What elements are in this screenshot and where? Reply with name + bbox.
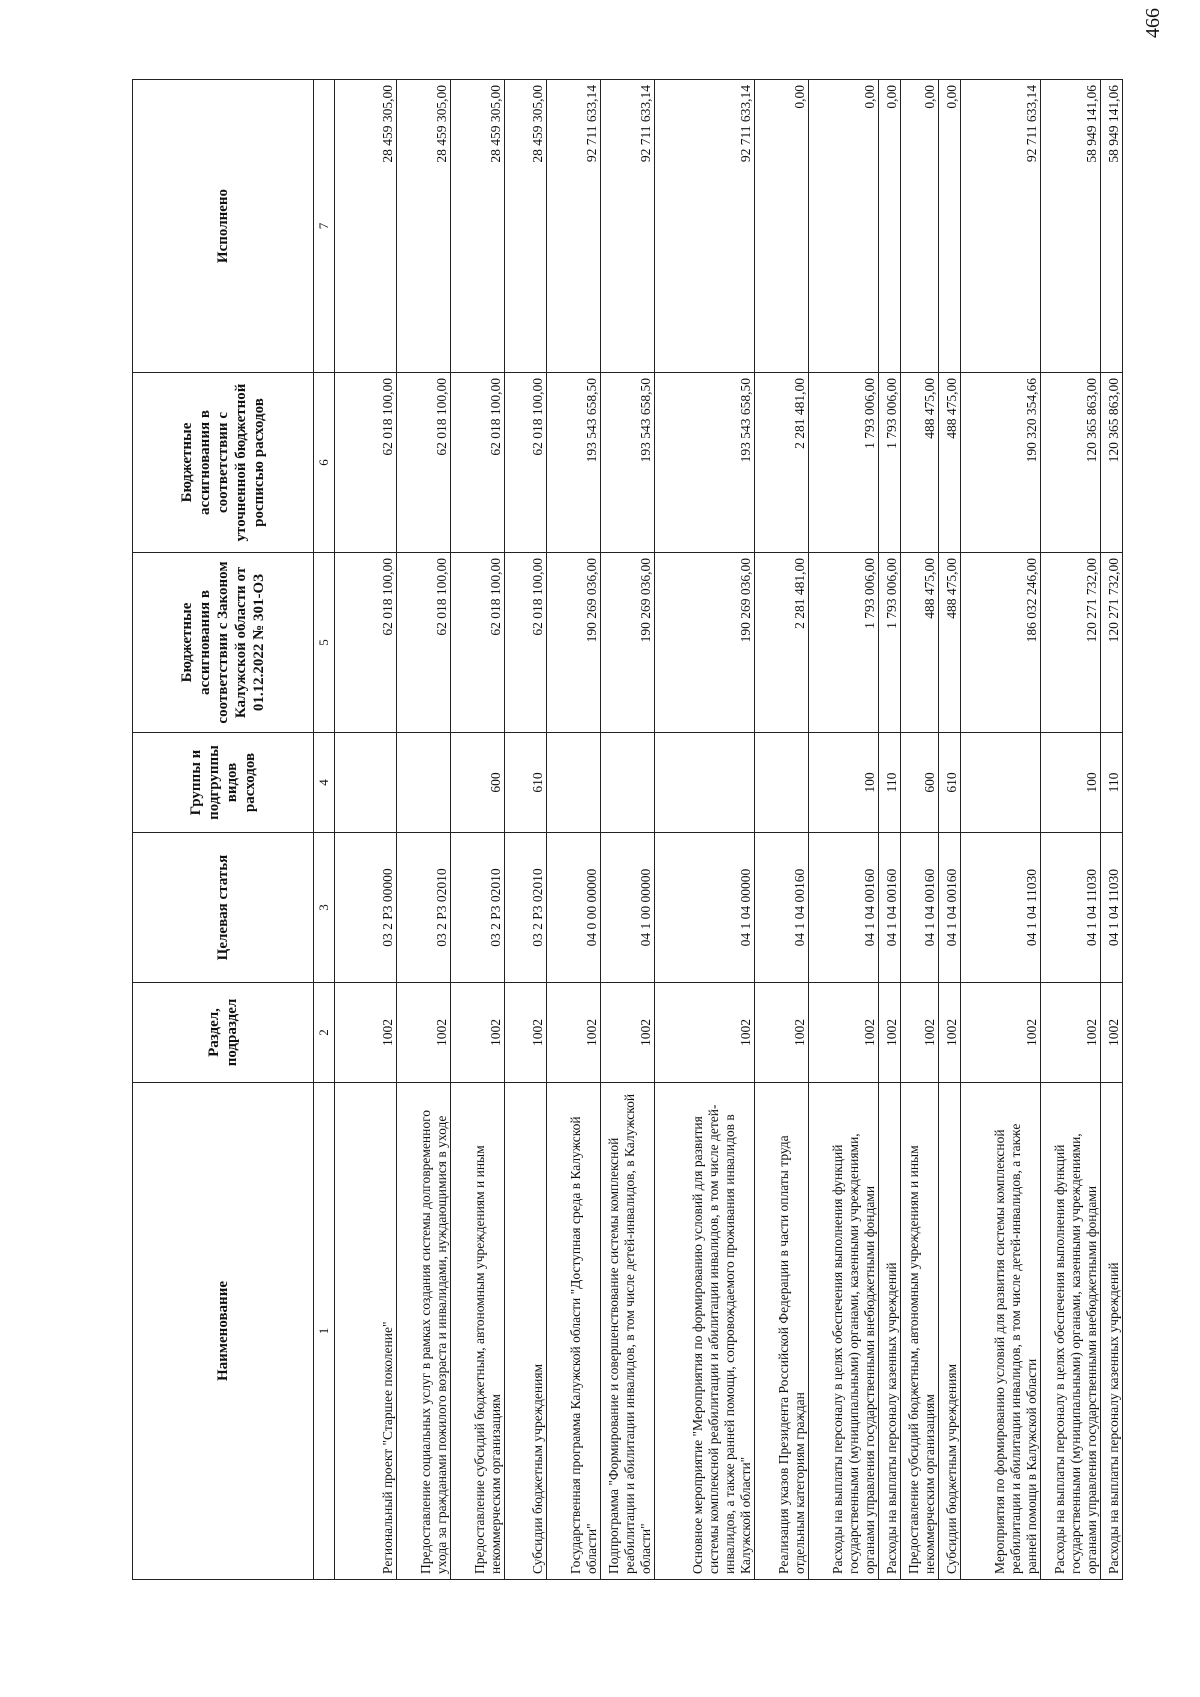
row-refined: 1 793 006,00	[809, 373, 879, 553]
row-done: 28 459 305,00	[451, 80, 505, 373]
row-group: 600	[451, 733, 505, 833]
header-section: Раздел, подраздел	[133, 983, 314, 1083]
header-groups: Группы и подгруппы видов расходов	[133, 733, 314, 833]
table-row	[901, 80, 939, 1580]
header-target: Целевая статья	[133, 833, 314, 983]
table-row	[1041, 80, 1101, 1580]
row-done: 28 459 305,00	[397, 80, 451, 373]
row-law: 62 018 100,00	[505, 553, 547, 733]
row-target: 04 1 04 00160	[755, 833, 809, 983]
row-target: 04 1 04 00160	[879, 833, 901, 983]
row-law: 62 018 100,00	[451, 553, 505, 733]
row-section: 1002	[505, 983, 547, 1083]
row-group: 110	[1101, 733, 1123, 833]
row-done: 58 949 141,06	[1041, 80, 1101, 373]
row-group: 100	[809, 733, 879, 833]
row-law: 488 475,00	[901, 553, 939, 733]
row-law: 190 269 036,00	[601, 553, 655, 733]
column-number-row	[314, 80, 335, 1580]
row-refined: 120 365 863,00	[1041, 373, 1101, 553]
row-group	[335, 733, 397, 833]
table-row	[655, 80, 755, 1580]
table-row	[335, 80, 397, 1580]
table-body	[335, 80, 1123, 1580]
header-law: Бюджетные ассигнования в соответствии с Законом Калужской области от 01.12.2022 № 301-ОЗ	[133, 553, 314, 733]
row-section: 1002	[961, 983, 1041, 1083]
row-law: 190 269 036,00	[547, 553, 601, 733]
row-refined: 1 793 006,00	[879, 373, 901, 553]
table-row	[451, 80, 505, 1580]
row-section: 1002	[809, 983, 879, 1083]
row-target: 04 1 04 11030	[1101, 833, 1123, 983]
row-refined: 120 365 863,00	[1101, 373, 1123, 553]
row-section: 1002	[335, 983, 397, 1083]
row-group: 610	[505, 733, 547, 833]
row-done: 28 459 305,00	[335, 80, 397, 373]
header-name: Наименование	[133, 1083, 314, 1580]
row-section: 1002	[397, 983, 451, 1083]
row-refined: 488 475,00	[901, 373, 939, 553]
row-section: 1002	[1041, 983, 1101, 1083]
table-row	[397, 80, 451, 1580]
row-done: 28 459 305,00	[505, 80, 547, 373]
column-number: 1	[314, 1083, 335, 1580]
row-target: 04 1 04 00160	[939, 833, 961, 983]
row-name: Подпрограмма "Формирование и совершенствование системы комплексной реабилитации и абилитации инвалидов, в том числе детей-инвалидов, в Калужской области"	[601, 1083, 655, 1580]
budget-table-page	[132, 80, 1132, 1580]
row-section: 1002	[601, 983, 655, 1083]
table-row	[939, 80, 961, 1580]
row-target: 03 2 P3 02010	[505, 833, 547, 983]
row-done: 92 711 633,14	[601, 80, 655, 373]
row-refined: 193 543 658,50	[547, 373, 601, 553]
header-refined: Бюджетные ассигнования в соответствии с уточненной бюджетной росписью расходов	[133, 373, 314, 553]
row-section: 1002	[901, 983, 939, 1083]
row-done: 92 711 633,14	[655, 80, 755, 373]
table-row	[505, 80, 547, 1580]
row-refined: 62 018 100,00	[335, 373, 397, 553]
column-number: 2	[314, 983, 335, 1083]
row-refined: 2 281 481,00	[755, 373, 809, 553]
row-section: 1002	[1101, 983, 1123, 1083]
row-name: Реализация указов Президента Российской Федерации в части оплаты труда отдельным категориям граждан	[755, 1083, 809, 1580]
row-refined: 62 018 100,00	[397, 373, 451, 553]
row-done: 0,00	[755, 80, 809, 373]
table-row	[601, 80, 655, 1580]
row-name: Субсидии бюджетным учреждениям	[505, 1083, 547, 1580]
row-law: 186 032 246,00	[961, 553, 1041, 733]
row-target: 04 1 04 00160	[901, 833, 939, 983]
row-name: Региональный проект "Старшее поколение"	[335, 1083, 397, 1580]
column-number: 3	[314, 833, 335, 983]
header-done: Исполнено	[133, 80, 314, 373]
row-group	[755, 733, 809, 833]
row-name: Основное мероприятие "Мероприятия по формированию условий для развития системы комплексной реабилитации и абилитации инвалидов, в том числе детей-инвалидов, а также ранней помощи, сопровождаемого проживания инвалидов в Калужской области"	[655, 1083, 755, 1580]
table-row	[547, 80, 601, 1580]
row-target: 04 1 04 11030	[961, 833, 1041, 983]
row-law: 488 475,00	[939, 553, 961, 733]
row-section: 1002	[451, 983, 505, 1083]
column-number: 4	[314, 733, 335, 833]
row-refined: 488 475,00	[939, 373, 961, 553]
row-done: 0,00	[901, 80, 939, 373]
row-law: 120 271 732,00	[1101, 553, 1123, 733]
row-section: 1002	[655, 983, 755, 1083]
row-refined: 62 018 100,00	[505, 373, 547, 553]
row-done: 92 711 633,14	[547, 80, 601, 373]
row-name: Расходы на выплаты персоналу казенных учреждений	[879, 1083, 901, 1580]
row-group	[601, 733, 655, 833]
row-target: 03 2 P3 02010	[397, 833, 451, 983]
row-target: 04 1 00 00000	[601, 833, 655, 983]
row-name: Расходы на выплаты персоналу казенных учреждений	[1101, 1083, 1123, 1580]
row-name: Предоставление субсидий бюджетным, автономным учреждениям и иным некоммерческим организациям	[451, 1083, 505, 1580]
table-row	[809, 80, 879, 1580]
row-done: 0,00	[939, 80, 961, 373]
row-law: 120 271 732,00	[1041, 553, 1101, 733]
row-group: 110	[879, 733, 901, 833]
row-done: 92 711 633,14	[961, 80, 1041, 373]
column-number: 5	[314, 553, 335, 733]
row-section: 1002	[755, 983, 809, 1083]
row-target: 03 2 P3 02010	[451, 833, 505, 983]
row-name: Субсидии бюджетным учреждениям	[939, 1083, 961, 1580]
row-law: 1 793 006,00	[879, 553, 901, 733]
row-done: 0,00	[879, 80, 901, 373]
row-target: 04 1 04 11030	[1041, 833, 1101, 983]
row-law: 62 018 100,00	[335, 553, 397, 733]
row-group: 600	[901, 733, 939, 833]
table-row	[1101, 80, 1123, 1580]
row-done: 58 949 141,06	[1101, 80, 1123, 373]
row-target: 04 1 04 00160	[809, 833, 879, 983]
row-section: 1002	[939, 983, 961, 1083]
row-group	[961, 733, 1041, 833]
row-group	[655, 733, 755, 833]
table-row	[755, 80, 809, 1580]
row-name: Расходы на выплаты персоналу в целях обеспечения выполнения функций государственными (муниципальными) органами, казенными учреждениями, органами управления государственными внебюджетными фондами	[1041, 1083, 1101, 1580]
row-group: 100	[1041, 733, 1101, 833]
table-row	[879, 80, 901, 1580]
row-name: Мероприятия по формированию условий для развития системы комплексной реабилитации и абилитации инвалидов, в том числе детей-инвалидов, а также ранней помощи в Калужской области	[961, 1083, 1041, 1580]
row-refined: 190 320 354,66	[961, 373, 1041, 553]
row-section: 1002	[547, 983, 601, 1083]
row-name: Предоставление субсидий бюджетным, автономным учреждениям и иным некоммерческим организациям	[901, 1083, 939, 1580]
row-name: Расходы на выплаты персоналу в целях обеспечения выполнения функций государственными (муниципальными) органами, казенными учреждениями, органами управления государственными внебюджетными фондами	[809, 1083, 879, 1580]
row-law: 190 269 036,00	[655, 553, 755, 733]
row-group	[547, 733, 601, 833]
table-row	[961, 80, 1041, 1580]
row-section: 1002	[879, 983, 901, 1083]
column-number: 7	[314, 80, 335, 373]
row-refined: 62 018 100,00	[451, 373, 505, 553]
column-number: 6	[314, 373, 335, 553]
row-refined: 193 543 658,50	[655, 373, 755, 553]
row-group	[397, 733, 451, 833]
row-refined: 193 543 658,50	[601, 373, 655, 553]
row-target: 04 0 00 00000	[547, 833, 601, 983]
budget-table	[132, 79, 1123, 1580]
row-name: Государственная программа Калужской области "Доступная среда в Калужской области"	[547, 1083, 601, 1580]
row-law: 62 018 100,00	[397, 553, 451, 733]
row-name: Предоставление социальных услуг в рамках создания системы долговременного ухода за гражданами пожилого возраста и инвалидами, нуждающимися в уходе	[397, 1083, 451, 1580]
page-number: 466	[1142, 8, 1164, 38]
header-row	[133, 80, 314, 1580]
row-target: 03 2 P3 00000	[335, 833, 397, 983]
row-group: 610	[939, 733, 961, 833]
row-done: 0,00	[809, 80, 879, 373]
row-law: 1 793 006,00	[809, 553, 879, 733]
row-target: 04 1 04 00000	[655, 833, 755, 983]
row-law: 2 281 481,00	[755, 553, 809, 733]
